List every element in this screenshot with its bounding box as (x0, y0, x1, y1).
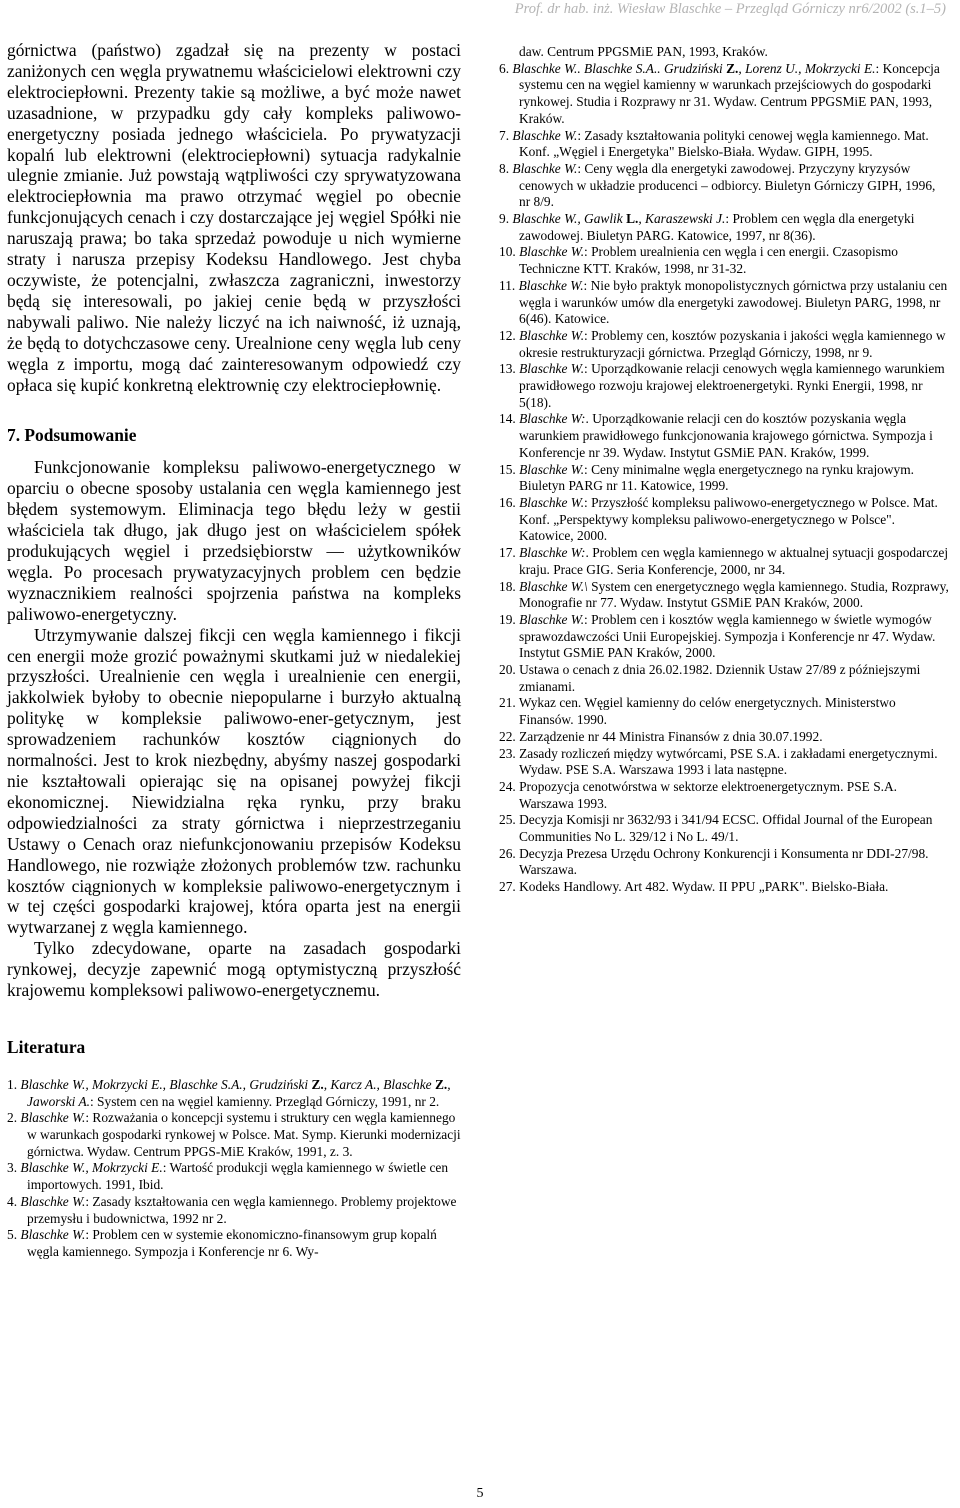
right-column (499, 44, 949, 896)
reference-auth: Blaschke W. (519, 461, 585, 477)
reference-item (499, 161, 949, 211)
reference-num: 18. (499, 578, 520, 594)
reference-auth2: , Karaszewski J. (638, 211, 726, 227)
reference-auth: Blaschke W. (512, 160, 578, 176)
summary-paragraph: Funkcjonowanie kompleksu paliwowo-energetycznego w oparciu o obecne sposoby ustalania cen węgla kamiennego jest błędem systemowym. Eliminacja tego błędu leży w gestii właściciela tak długo, jak długo jest on właścicielem spółek produkujących węgiel i przedsiębiorstw — użytkowników węgla. Po procesach prywatyzacyjnych problem cen będzie wyznacznikiem realności spojrzenia państwa na kompleks paliwowo-energetyczny. (7, 457, 461, 624)
reference-item (7, 1077, 461, 1110)
reference-item (499, 462, 949, 495)
reference-item (499, 662, 949, 695)
reference-rest: : Zasady kształtowania polityki cenowej węgla kamiennego. Mat. Konf. „Węgiel i Energetyka" Bielsko-Biała. Wydaw. GIPH, 1995. (519, 127, 929, 160)
reference-item (499, 545, 949, 578)
reference-num: 23. (499, 745, 520, 761)
reference-rest: : System cen na węgiel kamienny. Przegląd Górniczy, 1991, nr 2. (89, 1093, 440, 1109)
reference-auth: Blaschke W: (519, 411, 586, 427)
reference-item (499, 128, 949, 161)
reference-rest: . Problem cen węgla kamiennego w aktualnej sytuacji gospodarczej kraju. Prace GIG. Seria Konferencje, 2000, nr 34. (519, 545, 949, 577)
reference-item (7, 1110, 461, 1160)
reference-item (499, 411, 949, 461)
reference-auth: Blaschke W. (518, 277, 584, 293)
reference-rest: : Problemy cen, kosztów pozyskania i jakości węgla kamiennego w okresie restrukturyzacji górnictwa. Przegląd Górniczy, 1998, nr 9. (519, 327, 946, 360)
reference-auth: Blaschke W.\ (519, 578, 588, 594)
reference-rest: Wykaz cen. Węgiel kamienny do celów energetycznych. Ministerstwo Finansów. 1990. (518, 695, 896, 728)
reference-num: 1. (7, 1076, 21, 1092)
body-paragraph: górnictwa (państwo) zgadzał się na prezenty w postaci zaniżonych cen węgla prywatnemu właścicielowi elektrowni czy elektrociepłowni. Prezenty takie są możliwe, a być może nawet uzasadnione, w przypadku gdy cały kompleks paliwowo-energetyczny posiada jednego właściciela. Po prywatyzacji kopalń lub elektrowni (elektrociepłowni) sytuacja radykalnie ulegnie zmianie. Już powstają wątpliwości czy sprywatyzowana elektrociepłownia ma prawo otrzymać węgiel po obecnie funkcjonujących cenach i czy dostarczające jej węgiel Spółki nie naruszają prawa; bo taka sprzedaż powoduje u nich wymierne straty i narusza przepisy Kodeksu Handlowego. Jest chyba oczywiste, że potencjalni, zwłaszcza zagraniczni, inwestorzy będą się interesowali, po jakiej cenie będą w przyszłości nabywali paliwo. Nie należy liczyć na ich naiwność, iż uznają, że będą to dotychczasowe ceny. Urealnione ceny węgla lub ceny węgla z importu, mogą dać zainteresowanym odpowiedź czy opłaca się kupić konkretną elektrownię czy elektrociepłownię. (7, 40, 461, 395)
reference-rest: : Nie było praktyk monopolistycznych górnictwa przy ustalaniu cen węgla i warunków umów dla energetyki zawodowej. Biuletyn PARG, 1998, nr 6(46). Katowice. (519, 277, 948, 327)
reference-auth: Blaschke W. (20, 1193, 86, 1209)
reference-item (499, 61, 949, 128)
reference-num: 13. (499, 361, 520, 377)
reference-item (7, 1227, 461, 1260)
reference-b1: L. (626, 211, 639, 227)
reference-rest: : Uporządkowanie relacji cenowych węgla kamiennego warunkiem prawidłowego rozwoju krajowej elektroenergetyki. Rynki Energii, 1998, nr 5(18). (519, 361, 945, 410)
reference-num: 22. (499, 728, 520, 744)
reference-num: 9. (499, 211, 513, 227)
reference-num: 5. (7, 1227, 21, 1243)
reference-num: 19. (499, 611, 520, 627)
reference-item (499, 495, 949, 545)
reference-num: 24. (499, 778, 520, 794)
reference-item (499, 729, 949, 746)
reference-num: 2. (7, 1110, 21, 1126)
reference-num: 3. (7, 1160, 21, 1176)
reference-num: 7. (499, 127, 513, 143)
reference-num: 16. (499, 494, 520, 510)
reference-num: 17. (499, 545, 520, 561)
reference-item (499, 211, 949, 244)
reference-rest: : Problem cen w systemie ekonomiczno-finansowym grup kopalń węgla kamiennego. Sympozja i Konferencje nr 6. Wy- (27, 1227, 437, 1259)
reference-item (499, 746, 949, 779)
reference-list (499, 44, 949, 896)
reference-rest: Zasady rozliczeń między wytwórcami, PSE S.A. i zakładami energetycznymi. Wydaw. PSE S.A. Warszawa 1993 i lata następne. (519, 745, 938, 778)
reference-item (499, 879, 949, 896)
reference-auth: Blaschke W., Mokrzycki E., Blaschke S.A., Grudziński (20, 1076, 312, 1092)
reference-rest: Decyzja Komisji nr 3632/93 i 341/94 ECSC. Offidal Journal of the European Communities No L. 329/12 i No L. 49/1. (519, 812, 933, 845)
reference-rest: : Koncepcja systemu cen na węgiel kamienny w warunkach przejściowych do gospodarki rynkowej. Studia i Rozprawy nr 31. Wydaw. Centrum PPGSMiE PAN, 1993, Kraków. (519, 60, 940, 126)
reference-b1: Z. (726, 60, 739, 76)
reference-item (499, 44, 949, 61)
reference-rest: Zarządzenie nr 44 Ministra Finansów z dnia 30.07.1992. (519, 728, 823, 744)
reference-item (499, 779, 949, 812)
reference-num: 6. (499, 60, 513, 76)
reference-rest: System cen energetycznego węgla kamiennego. Studia, Rozprawy, Monografie nr 77. Wydaw. Instytut GSMiE PAN Kraków, 2000. (519, 578, 949, 611)
reference-rest: daw. Centrum PPGSMiE PAN, 1993, Kraków. (519, 44, 768, 59)
reference-num: 4. (7, 1193, 21, 1209)
reference-rest: : Problem urealnienia cen węgla i cen energii. Czasopismo Techniczne KTT. Kraków, 1998, nr 31-32. (519, 244, 899, 277)
reference-item (7, 1160, 461, 1193)
section-heading: 7. Podsumowanie (7, 425, 137, 446)
reference-num: 20. (499, 662, 520, 678)
reference-rest: . Uporządkowanie relacji cen do kosztów pozyskania węgla warunkiem prawidłowego funkcjonowania krajowego górnictwa. Sympozja i Konferencje nr 39. Wydaw. Instytut GSMiE PAN. Kraków, 1999. (519, 411, 933, 460)
reference-num: 15. (499, 461, 520, 477)
reference-auth3: , Jaworski A. (27, 1076, 451, 1109)
reference-rest: : Problem cen i kosztów węgla kamiennego w świetle wymogów sprawozdawczości Unii Europejskiej. Sympozja i Konferencje nr 47. Wydaw. Instytut GSMiE PAN Kraków, 2000. (519, 611, 936, 661)
reference-item (499, 846, 949, 879)
literature-heading: Literatura (7, 1036, 86, 1057)
reference-list (7, 1077, 461, 1261)
reference-rest: Decyzja Prezesa Urzędu Ochrony Konkurencji i Konsumenta nr DDI-27/98. Warszawa. (519, 845, 929, 878)
reference-auth: Blaschke W. (519, 611, 585, 627)
reference-item (499, 244, 949, 277)
reference-num: 11. (499, 277, 519, 293)
reference-num: 21. (499, 695, 519, 711)
reference-auth: Blaschke W.. Blaschke S.A.. Grudziński (512, 60, 727, 76)
reference-num: 26. (499, 845, 520, 861)
reference-auth2: , Karcz A., Blaschke (323, 1076, 435, 1092)
reference-auth: Blaschke W: (519, 545, 586, 561)
reference-rest: : Wartość produkcji węgla kamiennego w świetle cen importowych. 1991, Ibid. (27, 1160, 449, 1193)
reference-item (499, 328, 949, 361)
reference-item (7, 1194, 461, 1227)
reference-auth2: , Lorenz U., Mokrzycki E. (738, 60, 876, 76)
reference-item (499, 278, 949, 328)
reference-item (499, 695, 949, 728)
reference-rest: : Ceny węgla dla energetyki zawodowej. Przyczyny kryzysów cenowych w układzie producenci – odbiorcy. Biuletyn Górniczy GIPH, 1996, nr 8/9. (519, 160, 936, 210)
reference-item (499, 812, 949, 845)
reference-rest: Ustawa o cenach z dnia 26.02.1982. Dziennik Ustaw 27/89 z późniejszymi zmianami. (519, 662, 921, 694)
reference-auth: Blaschke W. (519, 494, 585, 510)
left-column (7, 40, 461, 1261)
reference-num: 8. (499, 160, 513, 176)
reference-rest: : Przyszłość kompleksu paliwowo-energetycznego w Polsce. Mat. Konf. „Perspektywy kompleksu paliwowo-energetycznego w Polsce". Katowice, 2000. (519, 494, 938, 544)
running-header: Prof. dr hab. inż. Wiesław Blaschke – Przegląd Górniczy nr6/2002 (s.1–5) (514, 1, 946, 17)
reference-item (499, 579, 949, 612)
reference-rest: : Rozważania o koncepcji systemu i struktury cen węgla kamiennego w warunkach gospodarki rynkowej w Polsce. Mat. Symp. Kierunki modernizacji górnictwa. Wydaw. Centrum PPGS-MiE Kraków, 1991, z. 3. (27, 1110, 461, 1159)
reference-item (499, 612, 949, 662)
reference-auth: Blaschke W. (519, 361, 585, 377)
reference-num: 14. (499, 411, 520, 427)
reference-auth: Blaschke W. (519, 244, 585, 260)
reference-b1: Z. (311, 1076, 324, 1092)
reference-auth: Blaschke W. (512, 127, 578, 143)
reference-rest: Propozycja cenotwórstwa w sektorze elektroenergetycznym. PSE S.A. Warszawa 1993. (519, 778, 898, 811)
reference-auth: Blaschke W. (20, 1110, 86, 1126)
reference-auth: Blaschke W. (519, 327, 585, 343)
reference-rest: Kodeks Handlowy. Art 482. Wydaw. II PPU „PARK". Bielsko-Biała. (519, 879, 889, 895)
reference-num: 10. (499, 244, 520, 260)
reference-rest: : Ceny minimalne węgla energetycznego na rynku krajowym. Biuletyn PARG nr 11. Katowice, 1999. (519, 461, 915, 494)
reference-num: 12. (499, 327, 520, 343)
reference-auth: Blaschke W., Gawlik (512, 211, 627, 227)
page-number: 5 (476, 1486, 484, 1501)
reference-rest: : Zasady kształtowania cen węgla kamiennego. Problemy projektowe przemysłu i budownictwa, 1992 nr 2. (27, 1193, 457, 1226)
reference-num: 27. (499, 879, 520, 895)
reference-item (499, 361, 949, 411)
reference-auth: Blaschke W., Mokrzycki E. (20, 1160, 163, 1176)
reference-num: 25. (499, 812, 520, 828)
reference-auth: Blaschke W. (20, 1227, 86, 1243)
reference-rest: : Problem cen węgla dla energetyki zawodowej. Biuletyn PARG. Katowice, 1997, nr 8(36). (519, 211, 915, 243)
summary-paragraph: Utrzymywanie dalszej fikcji cen węgla kamiennego i fikcji cen energii może grozić poważnymi skutkami już w niedalekiej przyszłości. Urealnienie cen węgla i urealnienie cen energii, jakkolwiek byłoby to obecnie niepopularne i burzyło aktualną politykę w kompleksie paliwowo-ener-getycznym, jest sprowadzeniem rachunków kosztów ciągnionych do normalności. Jest to krok niezbędny, abyśmy naszej gospodarki nie kształtowali opierając się na opisanej powyżej fikcji ekonomicznej. Niewidzialna ręka rynku, przy braku odpowiedzialności za straty górnictwa i nieprzestrzeganiu Ustawy o Cenach oraz niefunkcjonowaniu przepisów Kodeksu Handlowego, nie rozwiąże złożonych problemów tzw. rachunku kosztów ciągnionych w kompleksie paliwowo-energetycznym i w tej części gospodarki krajowej, która oparta jest na energii wytwarzanej z węgla kamiennego. (7, 624, 461, 938)
summary-paragraph: Tylko zdecydowane, oparte na zasadach gospodarki rynkowej, decyzje zapewnić mogą optymistyczną przyszłość krajowemu kompleksowi paliwowo-energetycznemu. (7, 938, 461, 1001)
reference-b2: Z. (434, 1076, 448, 1092)
